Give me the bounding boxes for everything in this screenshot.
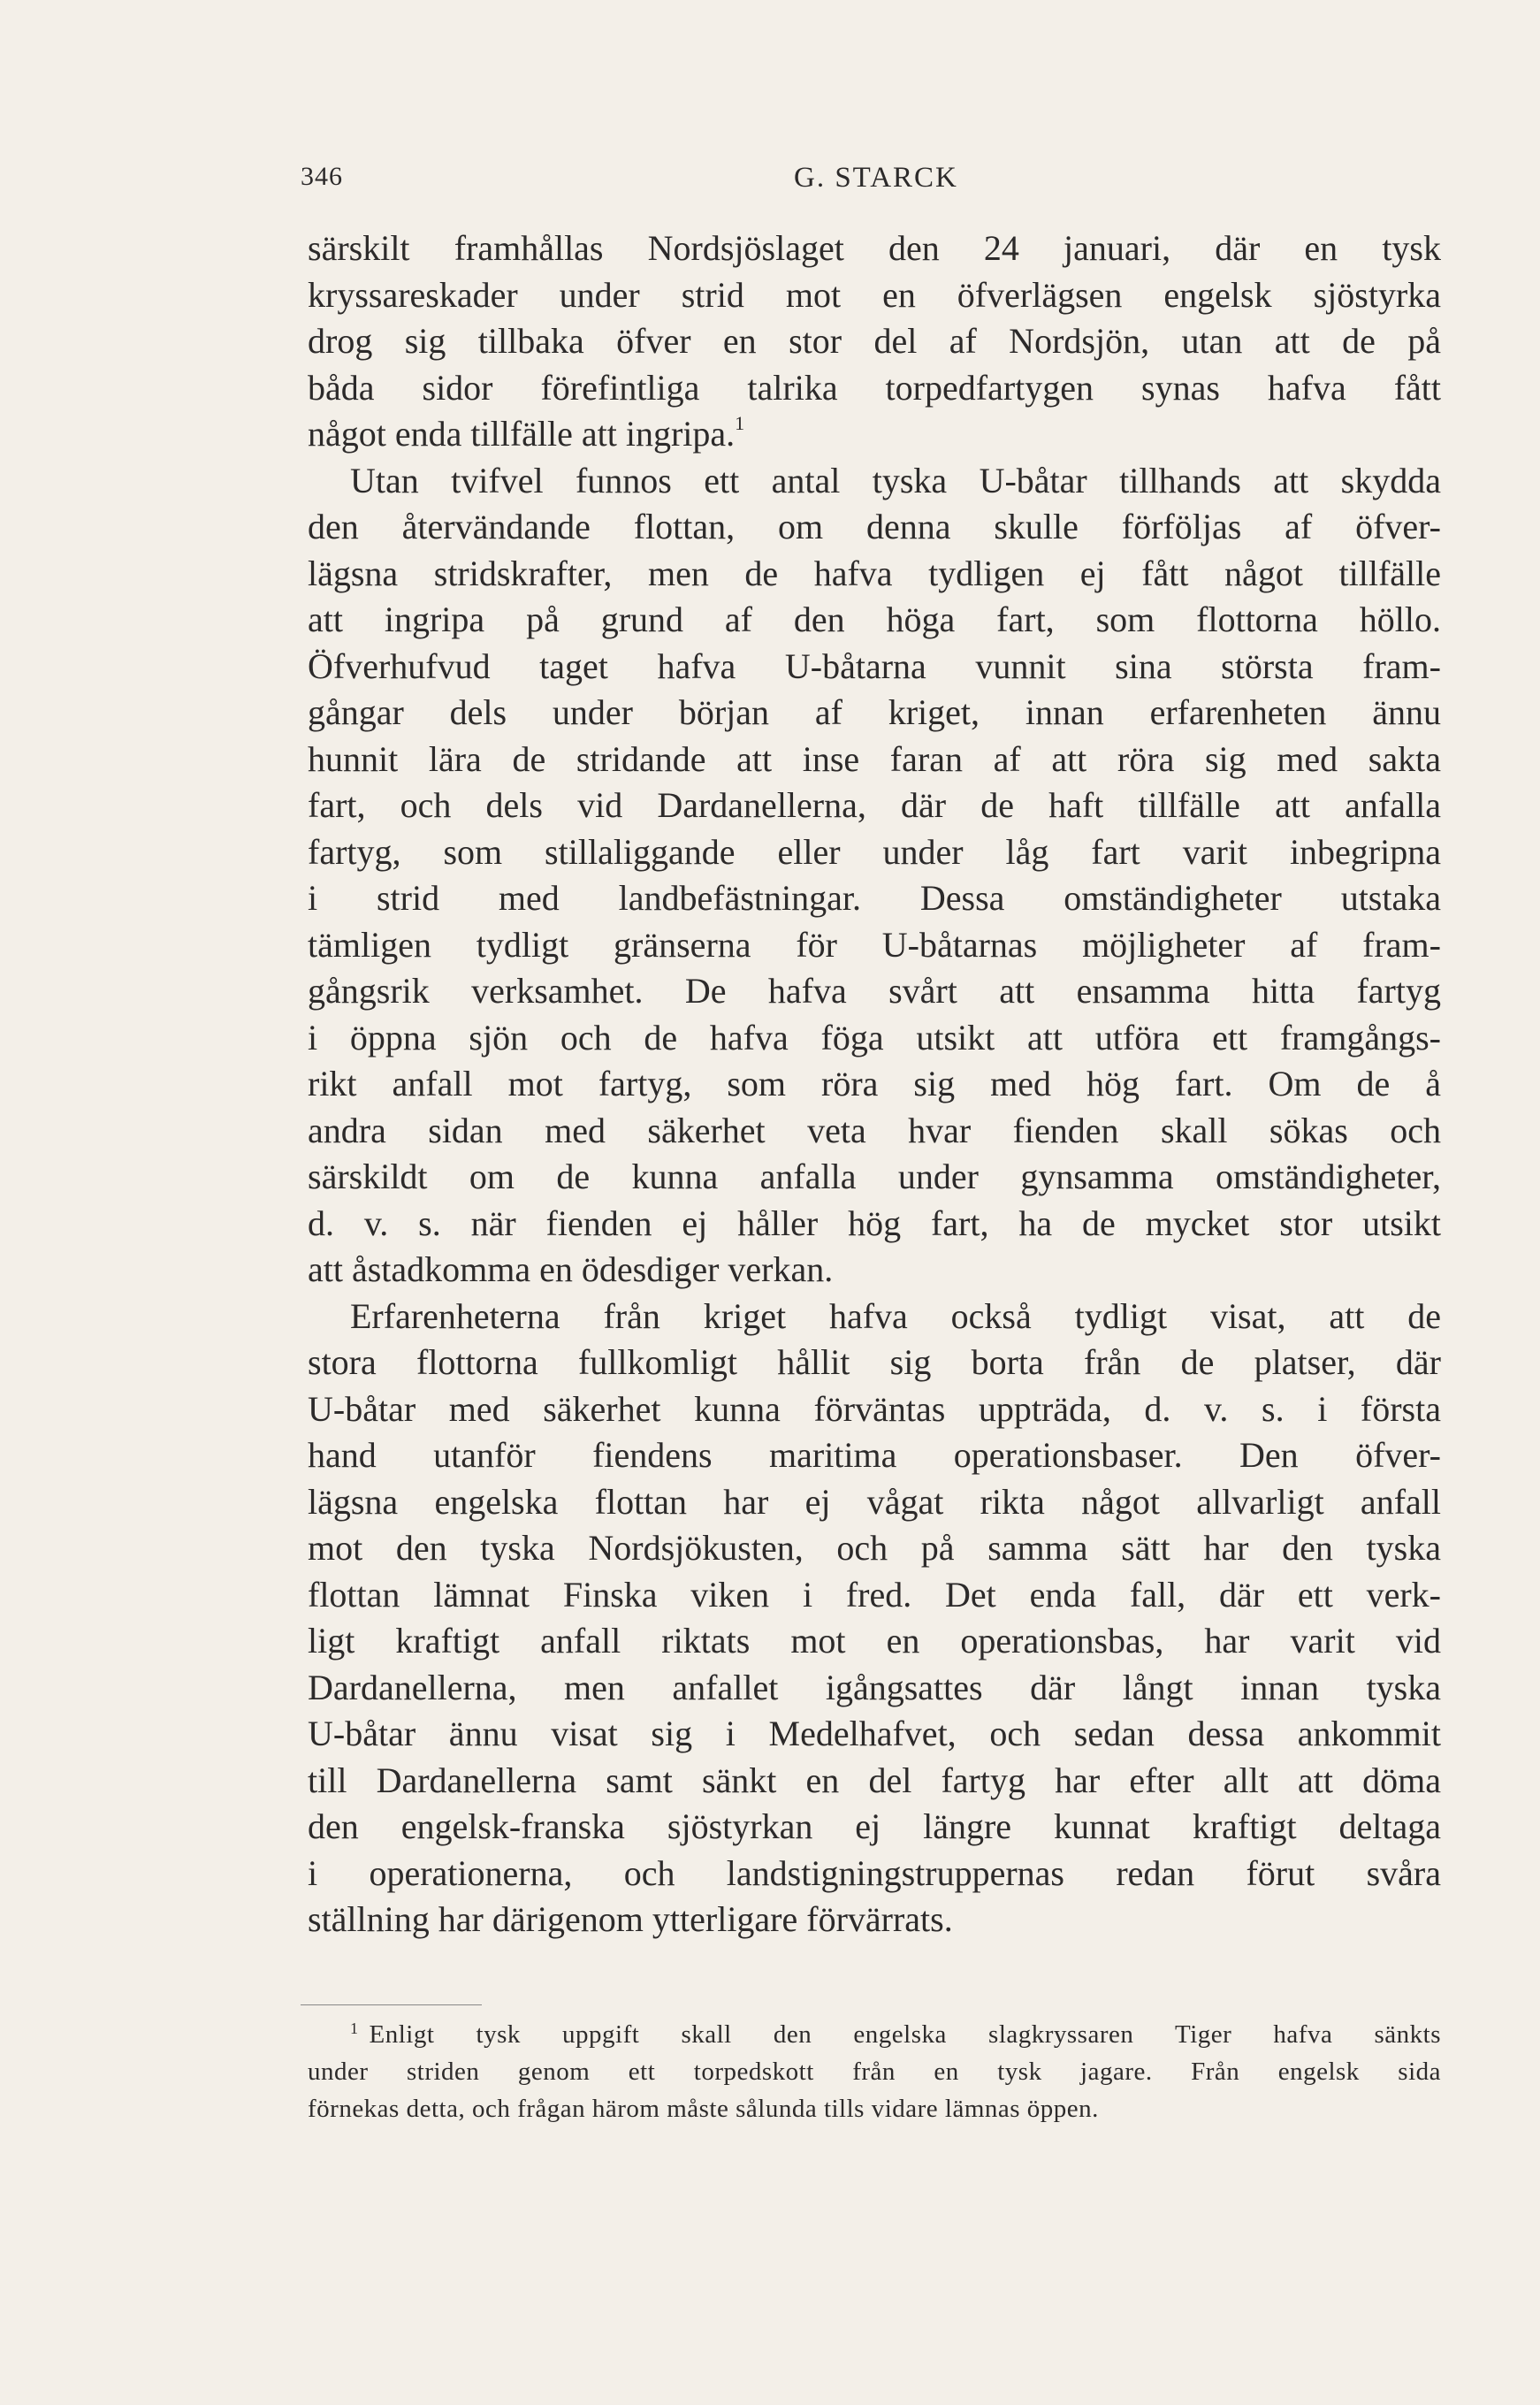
footnote-line-content: Enligt tysk uppgift skall den engelska slagkryssaren Tiger hafva sänkts [369,2020,1441,2049]
text-line: Utan tvifvel funnos ett antal tyska U-båtar tillhands att skydda [350,460,1441,500]
text-line: i operationerna, och landstigningstruppernas redan förut svåra [308,1852,1441,1893]
text-line: i strid med landbefästningar. Dessa omständigheter utstaka [308,878,1441,918]
text-line: Dardanellerna, men anfallet igångsattes där långt innan tyska [308,1667,1441,1707]
text-line: Öfverhufvud taget hafva U-båtarna vunnit sina största fram- [308,645,1441,686]
text-line-content: något enda tillfälle att ingripa. [308,414,736,454]
text-line: drog sig tillbaka öfver en stor del af Nordsjön, utan att de på [308,321,1441,361]
footnote-line: under striden genom ett torpedskott från en tysk jagare. Från engelsk sida [308,2058,1441,2086]
text-line: mot den tyska Nordsjökusten, och på samma sätt har den tyska [308,1528,1441,1568]
text-line: i öppna sjön och de hafva föga utsikt att utföra ett framgångs- [308,1017,1441,1057]
text-line: att ingripa på grund af den höga fart, som flottorna höllo. [308,599,1441,639]
text-line: lägsna engelska flottan har ej vågat rikta något allvarligt anfall [308,1481,1441,1522]
text-line: lägsna stridskrafter, men de hafva tydligen ej fått något tillfälle [308,553,1441,593]
text-line: hand utanför fiendens maritima operationsbaser. Den öfver- [308,1435,1441,1475]
text-line: flottan lämnat Finska viken i fred. Det enda fall, där ett verk- [308,1574,1441,1615]
text-line: till Dardanellerna samt sänkt en del fartyg har efter allt att döma [308,1760,1441,1800]
text-line: d. v. s. när fienden ej håller hög fart, ha de mycket stor utsikt [308,1202,1441,1243]
text-line: att åstadkomma en ödesdiger verkan. [308,1249,834,1289]
text-line: ställning har därigenom ytterligare förvärrats. [308,1899,953,1939]
footnote-divider [301,2004,482,2005]
text-line: kryssareskader under strid mot en öfverlägsen engelsk sjöstyrka [308,274,1441,315]
text-line: den återvändande flottan, om denna skulle förföljas af öfver- [308,507,1441,546]
text-line: ligt kraftigt anfall riktats mot en operationsbas, har varit vid [308,1621,1441,1661]
text-line: särskilt framhållas Nordsjöslaget den 24 januari, där en tysk [308,228,1441,268]
text-line: gångar dels under början af kriget, innan erfarenheten ännu [308,692,1441,732]
text-line: särskildt om de kunna anfalla under gynsamma omständigheter, [308,1157,1441,1196]
footnote [308,2016,1441,2127]
text-line: hunnit lära de stridande att inse faran af att röra sig med sakta [308,738,1441,779]
text-line: båda sidor förefintliga talrika torpedfartygen synas hafva fått [308,367,1441,408]
footnote-reference[interactable]: 1 [735,412,745,434]
text-line: Erfarenheterna från kriget hafva också tydligt visat, att de [350,1295,1441,1336]
running-head-author: G. STARCK [794,162,958,194]
page-header [301,162,1441,206]
text-line: andra sidan med säkerhet veta hvar fienden skall sökas och [308,1110,1441,1150]
footnote-line [308,2016,1441,2053]
text-line: U-båtar med säkerhet kunna förväntas uppträda, d. v. s. i första [308,1388,1441,1429]
text-line: fart, och dels vid Dardanellerna, där de haft tillfälle att anfalla [308,785,1441,825]
text-line: den engelsk-franska sjöstyrkan ej längre kunnat kraftigt deltaga [308,1806,1441,1846]
text-line: stora flottorna fullkomligt hållit sig borta från de platser, där [308,1342,1441,1382]
text-line: tämligen tydligt gränserna för U-båtarnas möjligheter af fram- [308,924,1441,965]
text-line: fartyg, som stillaliggande eller under låg fart varit inbegripna [308,831,1441,872]
text-line: U-båtar ännu visat sig i Medelhafvet, och sedan dessa ankommit [308,1714,1441,1753]
footnote-marker: 1 [350,2019,359,2037]
text-line: gångsrik verksamhet. De hafva svårt att ensamma hitta fartyg [308,971,1441,1011]
text-line: rikt anfall mot fartyg, som röra sig med hög fart. Om de å [308,1064,1441,1103]
text-line [308,411,1441,458]
footnote-line: förnekas detta, och frågan härom måste sålunda tills vidare lämnas öppen. [308,2095,1099,2123]
body-text [308,225,1441,1943]
page-number: 346 [301,162,343,191]
